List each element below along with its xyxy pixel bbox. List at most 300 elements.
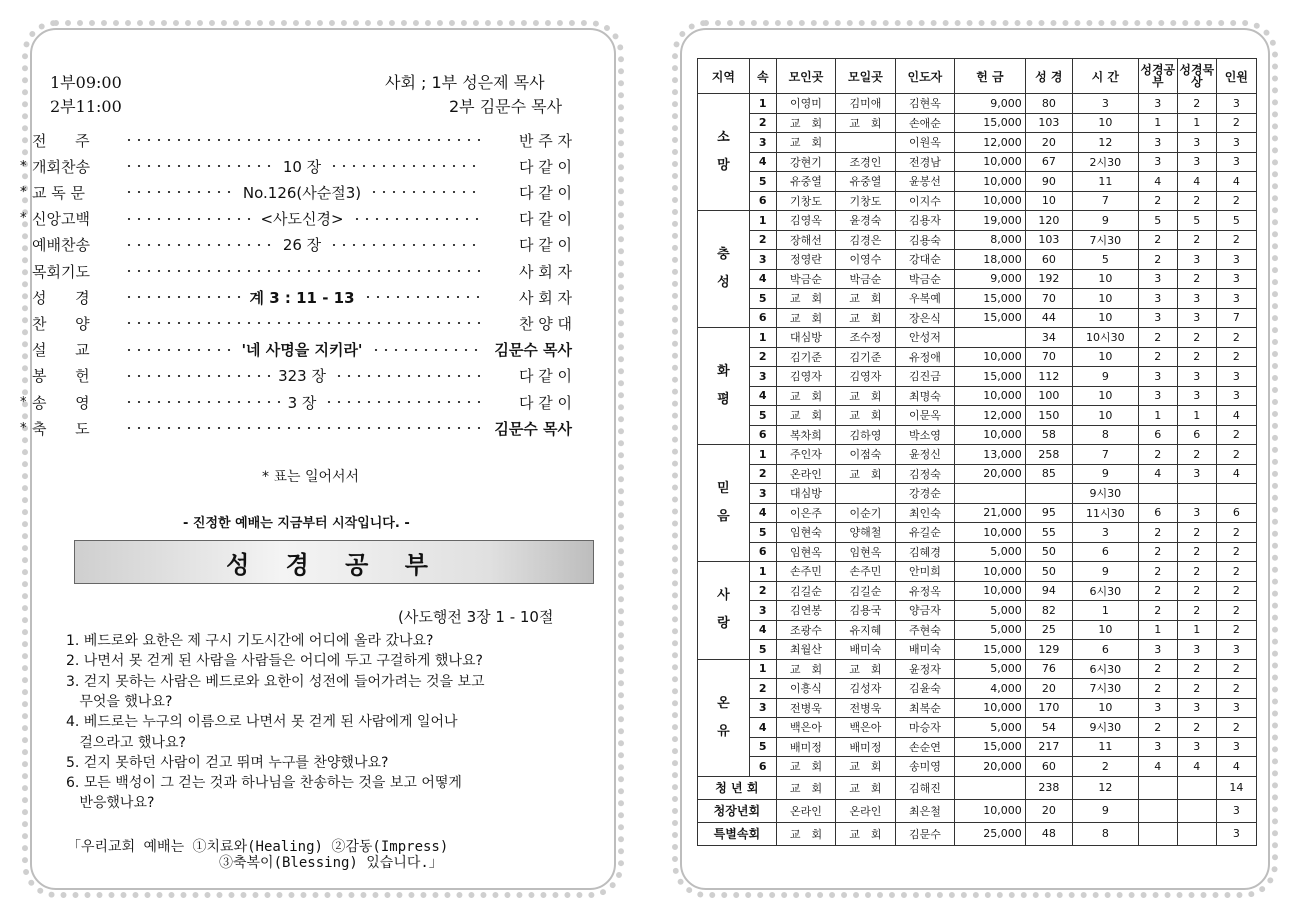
host-2: 2부 김문수 목사: [449, 97, 563, 116]
table-cell: 1: [1177, 620, 1216, 640]
leader-dots: [124, 296, 242, 298]
table-cell: 94: [1025, 581, 1072, 601]
table-cell: 전병욱: [776, 698, 835, 718]
table-cell: 2: [1138, 250, 1177, 270]
table-cell: 김혜경: [895, 542, 954, 562]
table-cell: 170: [1025, 698, 1072, 718]
table-cell: 15,000: [955, 737, 1026, 757]
table-cell: 5: [1072, 250, 1138, 270]
table-cell: 유정옥: [895, 581, 954, 601]
table-cell: 온라인: [776, 464, 835, 484]
table-cell: 최월산: [776, 640, 835, 660]
table-cell: 김길순: [836, 581, 895, 601]
table-cell: 3: [1216, 799, 1256, 822]
table-cell: 12,000: [955, 133, 1026, 153]
table-cell: 67: [1025, 152, 1072, 172]
table-cell: 6: [1216, 503, 1256, 523]
sok-number: 4: [749, 269, 776, 289]
column-header: 인도자: [895, 59, 954, 94]
slogan: - 진정한 예배는 지금부터 시작입니다. -: [183, 516, 410, 531]
table-cell: 3: [1177, 503, 1216, 523]
table-cell: 50: [1025, 562, 1072, 582]
table-cell: 7: [1072, 445, 1138, 465]
table-cell: 10,000: [955, 152, 1026, 172]
table-cell: 12: [1072, 776, 1138, 799]
table-cell: 10,000: [955, 386, 1026, 406]
table-cell: 25,000: [955, 822, 1026, 845]
table-cell: 교 회: [776, 659, 835, 679]
table-cell: 1: [1177, 113, 1216, 133]
column-header: 모일곳: [836, 59, 895, 94]
table-cell: 교 회: [836, 757, 895, 777]
sok-number: 1: [749, 562, 776, 582]
leader-dots: [369, 191, 480, 193]
order-star: *: [20, 211, 27, 227]
table-cell: 80: [1025, 94, 1072, 114]
table-cell: 7시30: [1072, 679, 1138, 699]
table-cell: 김성자: [836, 679, 895, 699]
table-cell: 유중열: [836, 172, 895, 192]
table-cell: [836, 484, 895, 504]
table-cell: 5,000: [955, 601, 1026, 621]
table-row: [698, 698, 1257, 718]
region-cell: 믿 음: [698, 445, 750, 562]
table-cell: 9,000: [955, 94, 1026, 114]
leader-dots: [124, 349, 233, 351]
table-cell: 20,000: [955, 757, 1026, 777]
table-cell: 34: [1025, 328, 1072, 348]
table-cell: 강대순: [895, 250, 954, 270]
table-cell: 손주민: [836, 562, 895, 582]
table-cell: 8,000: [955, 230, 1026, 250]
table-cell: 2: [1177, 659, 1216, 679]
table-cell: 3: [1177, 737, 1216, 757]
table-cell: 3: [1138, 386, 1177, 406]
table-row: [698, 113, 1257, 133]
table-cell: 48: [1025, 822, 1072, 845]
sok-number: 1: [749, 659, 776, 679]
order-label: 송 영: [32, 393, 90, 412]
group-row: [698, 799, 1257, 822]
table-row: [698, 659, 1257, 679]
table-cell: 김용국: [836, 601, 895, 621]
table-row: [698, 133, 1257, 153]
sok-number: 3: [749, 367, 776, 387]
table-cell: 김해진: [895, 776, 954, 799]
table-cell: 1: [1138, 620, 1177, 640]
table-cell: 유지혜: [836, 620, 895, 640]
leader-dots: [124, 244, 275, 246]
table-cell: 4: [1216, 464, 1256, 484]
table-cell: 85: [1025, 464, 1072, 484]
table-cell: 10시30: [1072, 328, 1138, 348]
table-row: [698, 406, 1257, 426]
table-cell: 배미숙: [836, 640, 895, 660]
table-cell: 10,000: [955, 425, 1026, 445]
table-cell: 3: [1216, 269, 1256, 289]
table-cell: 교 회: [836, 406, 895, 426]
table-cell: 우복예: [895, 289, 954, 309]
table-cell: 김영자: [776, 367, 835, 387]
table-cell: 교 회: [776, 822, 835, 845]
table-cell: 112: [1025, 367, 1072, 387]
group-name: 청 년 회: [698, 776, 777, 799]
table-row: [698, 737, 1257, 757]
sok-number: 2: [749, 347, 776, 367]
leader-dots: [124, 375, 270, 377]
table-row: [698, 367, 1257, 387]
table-cell: 조광수: [776, 620, 835, 640]
table-cell: 2: [1138, 659, 1177, 679]
table-cell: 양금자: [895, 601, 954, 621]
order-label: 축 도: [32, 419, 90, 438]
table-cell: [1216, 484, 1256, 504]
table-cell: 5: [1177, 211, 1216, 231]
table-cell: 8: [1072, 425, 1138, 445]
table-cell: 3: [1177, 250, 1216, 270]
order-label: 예배찬송: [32, 236, 90, 255]
table-cell: 3: [1216, 737, 1256, 757]
table-row: [698, 191, 1257, 211]
group-row: [698, 822, 1257, 845]
footer-line-2: ③축복이(Blessing) 있습니다.」: [219, 855, 443, 871]
table-cell: 4: [1216, 406, 1256, 426]
study-question: 6. 모든 백성이 그 걷는 것과 하나님을 찬송하는 것을 보고 어떻게: [66, 775, 462, 792]
table-cell: 전경남: [895, 152, 954, 172]
bible-study-title: 성 경 공 부: [226, 550, 442, 579]
table-cell: 58: [1025, 425, 1072, 445]
sok-number: 4: [749, 386, 776, 406]
order-leader: 다 같 이: [519, 210, 573, 229]
study-question: 반응했나요?: [66, 795, 155, 812]
table-row: [698, 581, 1257, 601]
table-cell: 대심방: [776, 328, 835, 348]
table-header-row: [698, 59, 1257, 94]
table-cell: 3: [1177, 152, 1216, 172]
leader-dots: [371, 349, 480, 351]
table-cell: 2: [1138, 542, 1177, 562]
table-cell: 4,000: [955, 679, 1026, 699]
table-cell: [1138, 776, 1177, 799]
sok-number: 3: [749, 601, 776, 621]
table-cell: 김용숙: [895, 230, 954, 250]
table-cell: 김영자: [836, 367, 895, 387]
table-cell: 교 회: [776, 776, 835, 799]
order-content: No.126(사순절3): [242, 183, 362, 202]
table-cell: 10: [1072, 347, 1138, 367]
table-cell: 윤봉선: [895, 172, 954, 192]
table-row: [698, 289, 1257, 309]
order-leader: 다 같 이: [519, 236, 573, 255]
table-row: [698, 152, 1257, 172]
table-cell: 교 회: [836, 776, 895, 799]
sok-number: 1: [749, 328, 776, 348]
table-cell: 10: [1025, 191, 1072, 211]
table-row: [698, 94, 1257, 114]
table-cell: 기창도: [776, 191, 835, 211]
table-cell: 최은철: [895, 799, 954, 822]
table-cell: 교 회: [836, 289, 895, 309]
service-time-1: 1부09:00: [50, 73, 122, 92]
table-row: [698, 250, 1257, 270]
sok-number: 1: [749, 211, 776, 231]
leader-dots: [329, 244, 480, 246]
table-cell: 4: [1177, 757, 1216, 777]
sok-number: 3: [749, 250, 776, 270]
sok-number: 6: [749, 191, 776, 211]
table-cell: 손주민: [776, 562, 835, 582]
order-row: [20, 259, 572, 283]
table-cell: 이문옥: [895, 406, 954, 426]
table-cell: 복차희: [776, 425, 835, 445]
table-row: [698, 757, 1257, 777]
table-cell: 교 회: [776, 133, 835, 153]
sok-number: 2: [749, 581, 776, 601]
table-cell: 백은아: [776, 718, 835, 738]
table-cell: 3: [1177, 367, 1216, 387]
table-cell: 조경인: [836, 152, 895, 172]
column-header: 지역: [698, 59, 750, 94]
table-cell: 2: [1216, 718, 1256, 738]
table-row: [698, 269, 1257, 289]
table-cell: 3: [1177, 464, 1216, 484]
table-cell: 10,000: [955, 562, 1026, 582]
table-cell: 2: [1138, 523, 1177, 543]
sok-number: 5: [749, 640, 776, 660]
leader-dots: [334, 375, 480, 377]
table-cell: 김정숙: [895, 464, 954, 484]
table-cell: 10: [1072, 386, 1138, 406]
group-name: 특별속회: [698, 822, 777, 845]
table-cell: 1: [1072, 601, 1138, 621]
table-cell: [1138, 822, 1177, 845]
order-row: [20, 180, 572, 204]
table-cell: 김기준: [836, 347, 895, 367]
table-cell: 2: [1177, 328, 1216, 348]
table-cell: 2: [1138, 581, 1177, 601]
table-cell: 3: [1138, 289, 1177, 309]
table-cell: 2: [1138, 230, 1177, 250]
table-cell: 2: [1177, 347, 1216, 367]
table-cell: 9: [1072, 799, 1138, 822]
table-cell: 3: [1177, 133, 1216, 153]
table-cell: [1177, 484, 1216, 504]
order-label: 신앙고백: [32, 210, 90, 229]
table-row: [698, 484, 1257, 504]
table-cell: 217: [1025, 737, 1072, 757]
order-leader: 다 같 이: [519, 183, 573, 202]
table-cell: 이흥식: [776, 679, 835, 699]
table-cell: 25: [1025, 620, 1072, 640]
table-cell: 2: [1216, 581, 1256, 601]
table-cell: 안성저: [895, 328, 954, 348]
table-cell: 7시30: [1072, 230, 1138, 250]
table-cell: 김기준: [776, 347, 835, 367]
order-leader: 김문수 목사: [494, 419, 572, 438]
table-cell: 강현기: [776, 152, 835, 172]
table-cell: 윤정신: [895, 445, 954, 465]
table-cell: 70: [1025, 289, 1072, 309]
table-cell: [955, 328, 1026, 348]
table-cell: 3: [1216, 698, 1256, 718]
leader-dots: [363, 296, 481, 298]
order-content: '네 사명을 지키라': [241, 341, 363, 360]
table-cell: 10,000: [955, 172, 1026, 192]
table-cell: 2: [1138, 718, 1177, 738]
table-cell: 마승자: [895, 718, 954, 738]
table-cell: 5: [1138, 211, 1177, 231]
order-leader: 다 같 이: [518, 393, 572, 412]
order-content: 26 장: [282, 236, 322, 255]
table-cell: 10,000: [955, 191, 1026, 211]
table-cell: 양해철: [836, 523, 895, 543]
table-cell: 2: [1216, 191, 1256, 211]
study-question: 5. 걷지 못하던 사람이 걷고 뛰며 누구를 찬양했나요?: [66, 754, 389, 771]
table-cell: [1177, 822, 1216, 845]
table-cell: 6시30: [1072, 659, 1138, 679]
table-cell: 9시30: [1072, 484, 1138, 504]
table-cell: 3: [1138, 94, 1177, 114]
leader-dots: [352, 218, 480, 220]
table-cell: 9: [1072, 464, 1138, 484]
table-cell: 교 회: [776, 386, 835, 406]
table-cell: 12,000: [955, 406, 1026, 426]
table-cell: 2: [1177, 269, 1216, 289]
table-row: [698, 230, 1257, 250]
study-passage: (사도행전 3장 1 - 10절: [398, 608, 554, 626]
table-cell: 3: [1216, 386, 1256, 406]
table-cell: 교 회: [776, 289, 835, 309]
table-cell: 2: [1138, 562, 1177, 582]
table-cell: 2: [1216, 328, 1256, 348]
order-content: 323 장: [278, 367, 326, 386]
table-cell: 10,000: [955, 347, 1026, 367]
table-cell: 박금순: [895, 269, 954, 289]
table-cell: 10,000: [955, 581, 1026, 601]
table-cell: 이원옥: [895, 133, 954, 153]
table-cell: 박금순: [836, 269, 895, 289]
sok-number: 2: [749, 113, 776, 133]
table-cell: [1138, 799, 1177, 822]
table-cell: 이영수: [836, 250, 895, 270]
order-star: *: [20, 158, 27, 174]
table-cell: 교 회: [776, 113, 835, 133]
table-cell: 3: [1138, 737, 1177, 757]
table-cell: 장해선: [776, 230, 835, 250]
table-cell: 21,000: [955, 503, 1026, 523]
sok-number: 6: [749, 542, 776, 562]
table-cell: 11시30: [1072, 503, 1138, 523]
table-cell: 95: [1025, 503, 1072, 523]
table-cell: 2: [1177, 94, 1216, 114]
table-cell: 6: [1072, 542, 1138, 562]
table-cell: 82: [1025, 601, 1072, 621]
table-cell: 4: [1138, 757, 1177, 777]
table-cell: 교 회: [776, 757, 835, 777]
table-cell: 20: [1025, 133, 1072, 153]
order-label: 교 독 문: [32, 183, 86, 202]
table-cell: 김길순: [776, 581, 835, 601]
table-cell: 유길순: [895, 523, 954, 543]
table-cell: 대심방: [776, 484, 835, 504]
table-cell: 2: [1138, 328, 1177, 348]
table-cell: 손애순: [895, 113, 954, 133]
table-cell: 76: [1025, 659, 1072, 679]
table-cell: 조수정: [836, 328, 895, 348]
region-cell: 사 랑: [698, 562, 750, 660]
table-cell: 129: [1025, 640, 1072, 660]
leader-dots: [324, 401, 480, 403]
table-cell: 2: [1216, 562, 1256, 582]
sok-number: 4: [749, 503, 776, 523]
study-question: 4. 베드로는 누구의 이름으로 나면서 못 걷게 된 사람에게 일어나: [66, 714, 458, 731]
table-cell: 주인자: [776, 445, 835, 465]
table-cell: 3: [1216, 133, 1256, 153]
table-row: [698, 718, 1257, 738]
table-cell: 김경은: [836, 230, 895, 250]
table-cell: 5,000: [955, 659, 1026, 679]
order-leader: 찬 양 대: [518, 314, 572, 333]
table-cell: 백은아: [836, 718, 895, 738]
table-cell: 박금순: [776, 269, 835, 289]
column-header: 성경공부: [1138, 59, 1177, 94]
table-cell: 3: [1138, 308, 1177, 328]
order-leader: 반 주 자: [518, 131, 572, 150]
table-cell: 3: [1138, 269, 1177, 289]
table-cell: 3: [1216, 640, 1256, 660]
order-label: 개회찬송: [32, 157, 90, 176]
table-cell: 2: [1138, 679, 1177, 699]
table-cell: 20: [1025, 679, 1072, 699]
table-cell: 150: [1025, 406, 1072, 426]
table-cell: 3: [1216, 250, 1256, 270]
table-cell: 3: [1177, 308, 1216, 328]
sok-number: 4: [749, 620, 776, 640]
table-cell: 전병욱: [836, 698, 895, 718]
table-cell: 15,000: [955, 113, 1026, 133]
sok-number: 1: [749, 445, 776, 465]
region-cell: 소 망: [698, 94, 750, 211]
table-cell: [955, 484, 1026, 504]
table-cell: 10: [1072, 308, 1138, 328]
standing-note: * 표는 일어서서: [262, 469, 360, 485]
column-header: 성경묵상: [1177, 59, 1216, 94]
table-cell: 2: [1072, 757, 1138, 777]
order-row: [20, 207, 572, 231]
table-row: [698, 308, 1257, 328]
table-cell: 55: [1025, 523, 1072, 543]
table-cell: 4: [1216, 757, 1256, 777]
leader-dots: [124, 165, 275, 167]
table-cell: 교 회: [776, 406, 835, 426]
table-cell: 김용자: [895, 211, 954, 231]
table-cell: 2: [1216, 445, 1256, 465]
order-label: 설 교: [32, 341, 90, 360]
table-cell: 3: [1072, 94, 1138, 114]
leader-dots: [124, 427, 480, 429]
table-cell: 2: [1138, 445, 1177, 465]
table-cell: [1177, 799, 1216, 822]
order-star: *: [20, 420, 27, 436]
table-cell: 배미숙: [895, 640, 954, 660]
table-row: [698, 425, 1257, 445]
table-cell: 2: [1177, 562, 1216, 582]
order-label: 성 경: [32, 288, 90, 307]
table-cell: 3: [1138, 152, 1177, 172]
order-label: 찬 양: [32, 314, 90, 333]
table-cell: 송미영: [895, 757, 954, 777]
order-content: 3 장: [287, 393, 317, 412]
